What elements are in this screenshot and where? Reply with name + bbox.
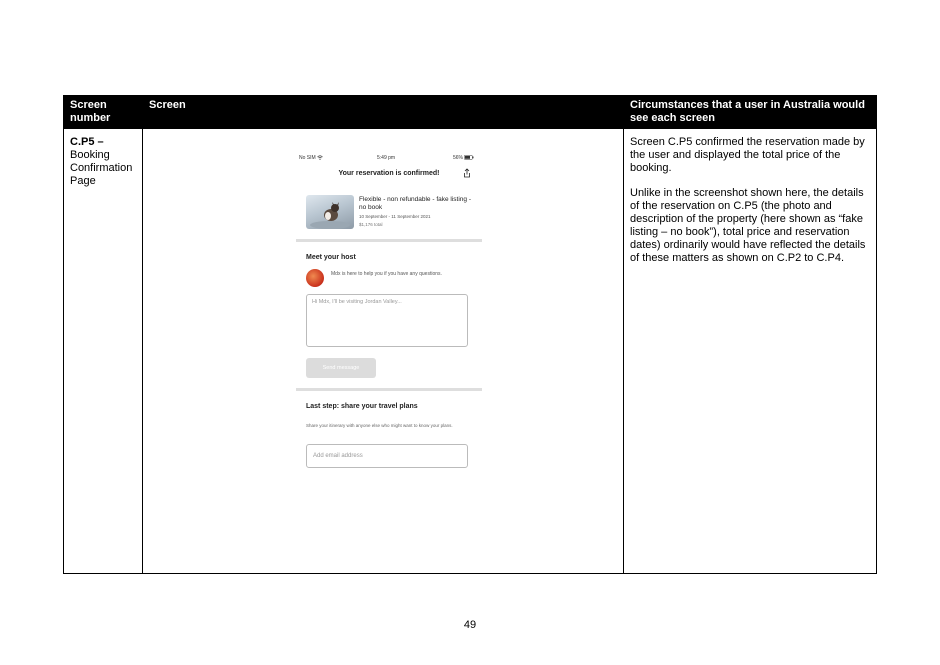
listing-photo bbox=[306, 195, 354, 229]
column-divider bbox=[142, 96, 143, 573]
status-battery: 56% bbox=[453, 155, 474, 161]
listing-total: $1,176 total bbox=[359, 222, 383, 227]
send-message-button[interactable]: Send message bbox=[306, 358, 376, 378]
header-screen-number: Screen number bbox=[70, 99, 111, 124]
section-divider bbox=[296, 388, 482, 391]
header-screen: Screen bbox=[149, 99, 186, 111]
share-section-title: Last step: share your travel plans bbox=[306, 403, 418, 410]
email-input[interactable]: Add email address bbox=[306, 444, 468, 468]
wifi-icon bbox=[317, 155, 323, 160]
circumstances-paragraph: Screen C.P5 confirmed the reservation made by the user and displayed the total price of the booking. bbox=[630, 136, 865, 174]
screen-id: C.P5 – bbox=[70, 136, 104, 148]
status-time: 5:49 pm bbox=[377, 155, 396, 161]
status-carrier: No SIM bbox=[299, 155, 323, 161]
share-description: Share your itinerary with anyone else who might want to know your plans. bbox=[306, 423, 453, 428]
share-icon[interactable] bbox=[462, 168, 472, 178]
listing-dates: 10 September - 11 September 2021 bbox=[359, 214, 431, 219]
battery-icon bbox=[464, 155, 474, 160]
confirmation-title: Your reservation is confirmed! bbox=[338, 170, 440, 177]
header-circumstances: Circumstances that a user in Australia would see each screen bbox=[630, 99, 865, 124]
table-header bbox=[64, 96, 876, 129]
screen-number-cell bbox=[70, 136, 140, 188]
circumstances-paragraph: Unlike in the screenshot shown here, the details of the reservation on C.P5 (the photo and description of the property (here shown as “fake listing – no book”), total price and reservation dates) ordinarily would have reflected the details of these matters as shown on C.P2 to C.P4. bbox=[630, 187, 866, 264]
listing-title: Flexible - non refundable - fake listing - no book bbox=[359, 196, 472, 211]
host-avatar bbox=[306, 269, 324, 287]
phone-screenshot bbox=[296, 152, 482, 482]
column-divider bbox=[623, 96, 624, 573]
page-number: 49 bbox=[463, 619, 477, 631]
host-section-title: Meet your host bbox=[306, 254, 356, 261]
section-divider bbox=[296, 239, 482, 242]
message-input[interactable]: Hi Mdx, I'll be visiting Jordan Valley... bbox=[306, 294, 468, 347]
circumstances-cell bbox=[630, 136, 872, 277]
screen-label: Booking Confirmation Page bbox=[70, 149, 133, 187]
host-text: Mdx is here to help you if you have any questions. bbox=[331, 271, 442, 277]
